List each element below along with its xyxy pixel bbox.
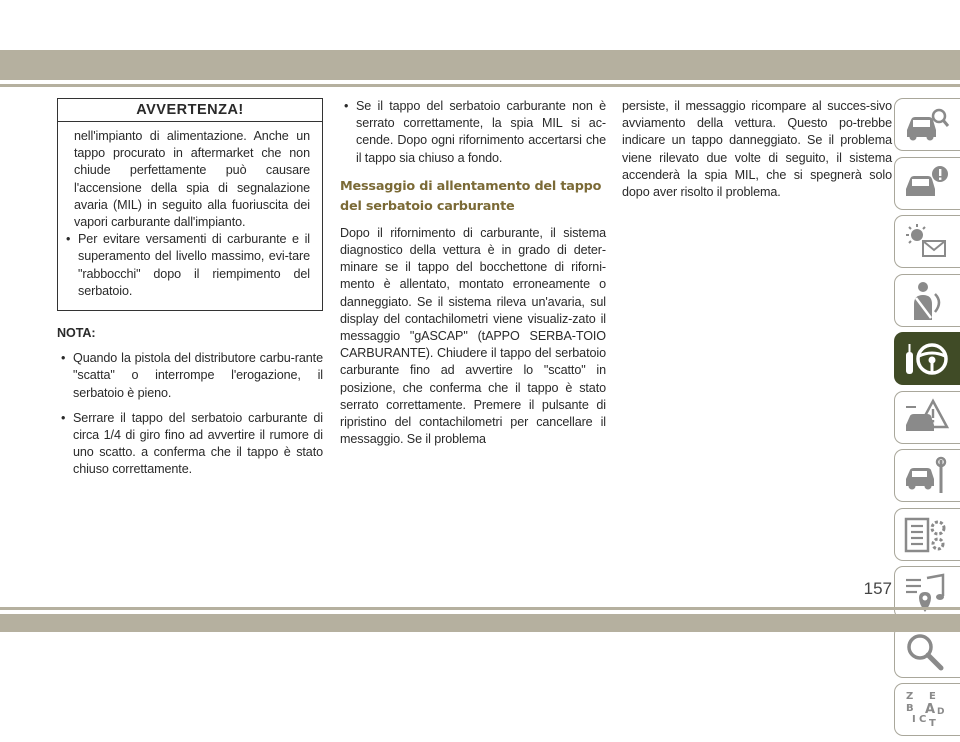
nav-tab-specifications[interactable]	[894, 508, 960, 561]
warning-body	[58, 122, 322, 310]
warning-bullet: • Per evitare versamenti di carburante e il superamento del livello massimo, evi-tare "rabbocchi" dopo il riempimento del serbatoio.	[62, 231, 310, 300]
warning-lights-icon	[903, 221, 949, 263]
nota-label: NOTA:	[57, 326, 96, 341]
nav-tab-index[interactable]	[894, 683, 960, 736]
nav-tab-car-info[interactable]	[894, 98, 960, 151]
column-left	[57, 98, 323, 479]
chapter-nav	[894, 98, 960, 742]
warning-box	[57, 98, 323, 311]
page-number: 157	[863, 579, 892, 598]
section-paragraph-continued: persiste, il messaggio ricompare al succes-sivo avviamento della vettura. Questo po-trebbe indicare un tappo danneggiato. Se il problema viene rilevato due volte di seguito, il sistema accenderà la spia MIL, che si spegnerà solo dopo aver risolto il problema.	[622, 99, 892, 200]
section-paragraph: Dopo il rifornimento di carburante, il sistema diagnostico della vettura è in grado di deter-minare se il tappo del bocchettone di riforni-mento è allentato, montato erroneamente o danneggiato. Se il sistema rileva un'avaria, sul display del contachilometri viene visualiz-zato il messaggio "gASCAP" (tAPPO SERBA-TOIO CARBURANTE). Chiudere il tappo del serbatoio carburante fino ad avvertire lo "scatto" in posizione, che conferma che il tappo è stato serrato correttamente. Premere il pulsante di ripristino del contachilometri per cancellare il messaggio. Se il problema	[340, 225, 606, 447]
header-band	[0, 50, 960, 80]
svg-text:B: B	[906, 703, 914, 714]
column-middle	[340, 98, 606, 448]
car-warning-icon	[903, 163, 949, 205]
nota-bullet: • Quando la pistola del distributore carbu-rante "scatta" o interrompe l'erogazione, il serbatoio è pieno.	[57, 350, 323, 402]
nav-tab-starting-driving[interactable]	[894, 332, 960, 385]
search-icon	[903, 631, 949, 673]
svg-text:C: C	[919, 714, 927, 725]
section-heading: Messaggio di allentamento del tappo del serbatoio carburante	[340, 178, 602, 214]
nav-tab-warning-lights[interactable]	[894, 215, 960, 268]
svg-text:A: A	[925, 702, 936, 717]
nota-bullet: • Se il tappo del serbatoio carburante non è serrato correttamente, la spia MIL si ac-cende. Dopo ogni rifornimento accertarsi che il tappo sia chiuso a fondo.	[340, 98, 606, 167]
nav-tab-servicing[interactable]	[894, 449, 960, 502]
nav-tab-roadside-emergency[interactable]	[894, 391, 960, 444]
header-rule	[0, 84, 960, 87]
svg-text:I: I	[912, 714, 916, 725]
nav-tab-search[interactable]	[894, 625, 960, 678]
specifications-icon	[903, 514, 949, 556]
nav-tab-safety[interactable]	[894, 274, 960, 327]
footer-band	[0, 614, 960, 632]
svg-text:Z: Z	[906, 691, 914, 702]
safety-person-icon	[903, 280, 949, 322]
svg-text:T: T	[929, 718, 936, 729]
nav-tab-car-warning[interactable]	[894, 157, 960, 210]
car-servicing-icon	[903, 455, 949, 497]
roadside-emergency-icon	[903, 397, 949, 439]
column-right	[622, 98, 892, 201]
warning-title: AVVERTENZA!	[58, 99, 322, 122]
svg-text:E: E	[929, 691, 936, 702]
footer-rule	[0, 607, 960, 610]
nota-bullet: • Serrare il tappo del serbatoio carburante di circa 1/4 di giro fino ad avvertire il rumore di uno scatto. a conferma che il tappo è stato chiuso correttamente.	[57, 410, 323, 479]
index-icon	[903, 689, 949, 731]
car-info-icon	[903, 104, 949, 146]
svg-text:D: D	[937, 707, 945, 717]
starting-driving-icon	[903, 338, 949, 380]
warning-continued-text: nell'impianto di alimentazione. Anche un tappo procurato in aftermarket che non chiude perfettamente può causare l'accensione della spia di segnalazione avaria (MIL) in seguito alla fuoriuscita dei vapori carburante dall'impianto.	[74, 129, 310, 230]
nav-tab-multimedia[interactable]	[894, 566, 960, 619]
